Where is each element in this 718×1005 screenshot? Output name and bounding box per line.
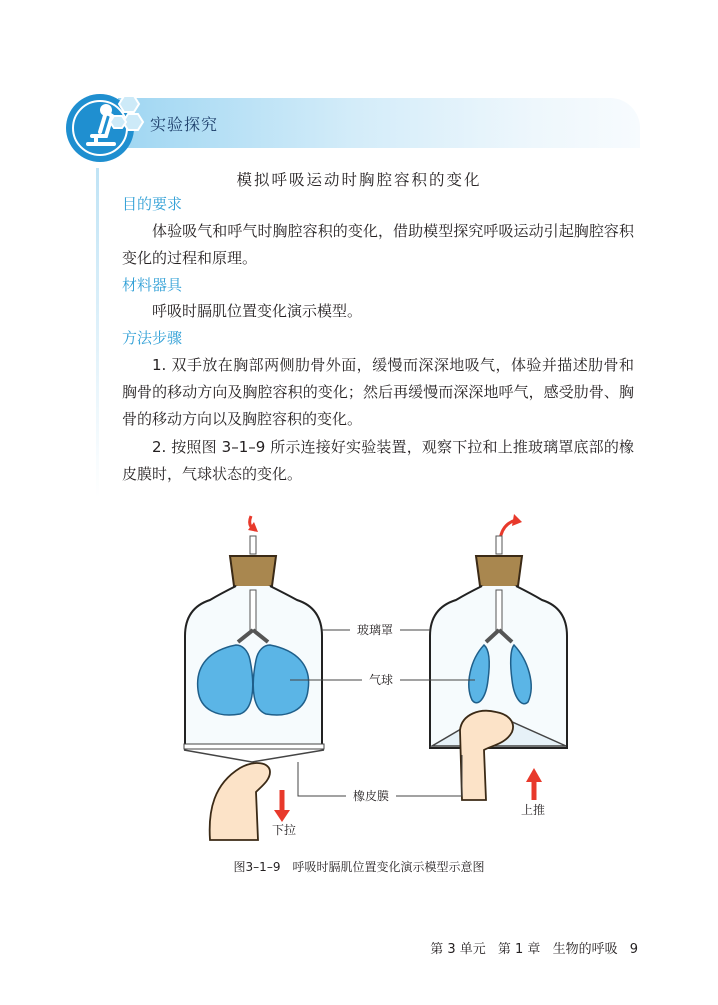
hand-left xyxy=(210,763,270,840)
section-label: 实验探究 xyxy=(150,115,219,134)
bell-jar-model-figure xyxy=(170,500,570,850)
section-heading-method: 方法步骤 xyxy=(122,329,183,347)
left-model xyxy=(184,516,324,840)
membrane-left xyxy=(184,750,324,762)
microscope-logo-icon xyxy=(62,88,150,168)
margin-rule xyxy=(96,168,99,498)
up-arrow-icon xyxy=(526,768,542,782)
label-push-up: 上推 xyxy=(520,803,546,817)
footer-chapter-title: 生物的呼吸 xyxy=(552,942,618,957)
down-arrow-icon xyxy=(274,810,290,822)
paragraph-purpose: 体验吸气和呼气时胸腔容积的变化，借助模型探究呼吸运动引起胸腔容积变化的过程和原理。 xyxy=(122,222,634,267)
experiment-title: 模拟呼吸运动时胸腔容积的变化 xyxy=(236,171,482,189)
label-membrane: 橡皮膜 xyxy=(352,789,390,803)
paragraph-materials: 呼吸时膈肌位置变化演示模型。 xyxy=(152,302,363,320)
cork-stopper xyxy=(230,556,276,589)
footer-chapter: 第 1 章 xyxy=(497,942,541,957)
section-heading-materials: 材料器具 xyxy=(122,276,183,294)
paragraph-step-1: 1. 双手放在胸部两侧肋骨外面，缓慢而深深地吸气，体验并描述肋骨和胸骨的移动方向及胸腔容积的变化；然后再缓慢而深深地呼气，感受肋骨、胸骨的移动方向以及胸腔容积的变化。 xyxy=(122,356,634,428)
figure-caption: 图3–1–9 呼吸时膈肌位置变化演示模型示意图 xyxy=(233,860,485,874)
label-balloon: 气球 xyxy=(368,673,394,687)
label-pull-down: 下拉 xyxy=(271,823,297,837)
hand-right xyxy=(460,711,513,800)
paragraph-step-2: 2. 按照图 3–1–9 所示连接好实验装置，观察下拉和上推玻璃罩底部的橡皮膜时，气球状态的变化。 xyxy=(122,438,634,483)
right-model xyxy=(430,514,567,800)
label-bell-jar: 玻璃罩 xyxy=(356,623,394,637)
page-footer xyxy=(422,938,638,957)
cork-stopper xyxy=(476,556,522,589)
footer-unit: 第 3 单元 xyxy=(430,942,486,957)
page-number: 9 xyxy=(629,942,638,957)
section-heading-purpose: 目的要求 xyxy=(122,195,183,213)
